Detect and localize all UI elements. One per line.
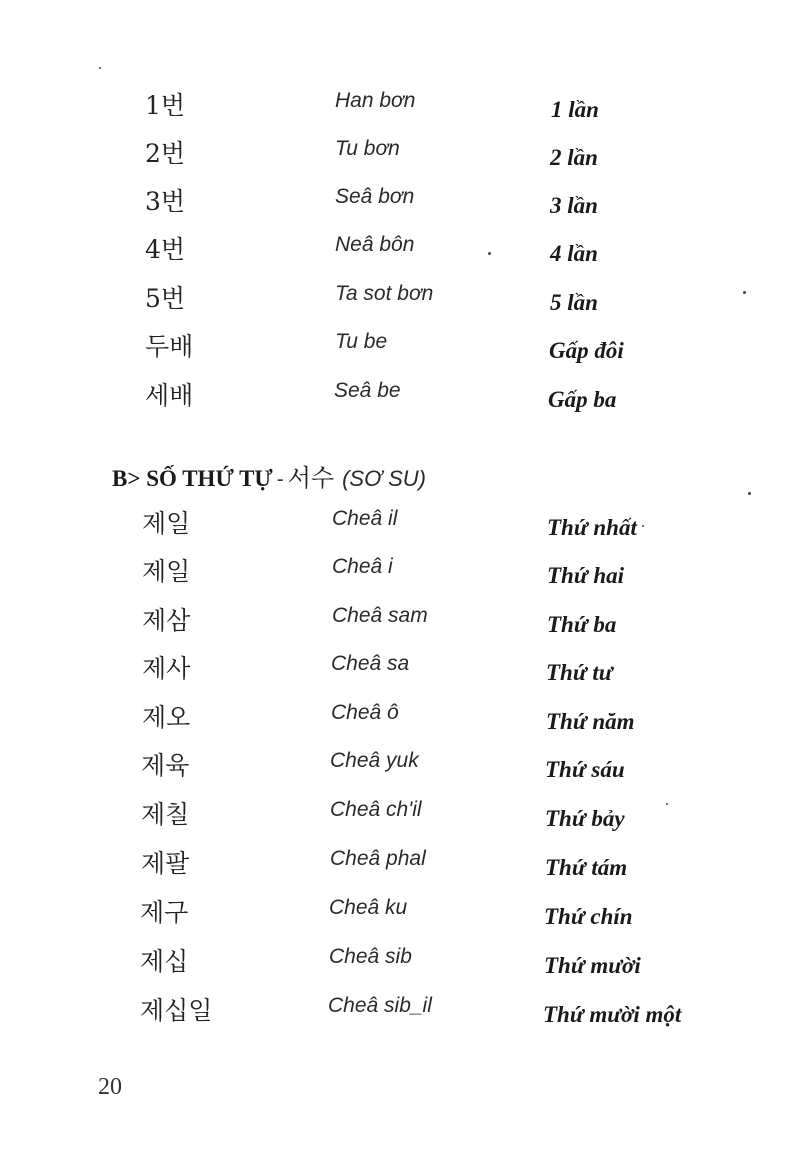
vietnamese-meaning: Thứ bảy: [545, 806, 625, 831]
vietnamese-meaning: 5 lần: [550, 290, 598, 315]
list-item: [0, 504, 800, 552]
heading-romanization: (SƠ SU): [342, 466, 426, 491]
romanization: Ta sot bơn: [335, 282, 434, 305]
vietnamese-meaning: Gấp ba: [548, 387, 617, 412]
list-item: [0, 649, 800, 697]
vietnamese-meaning: 2 lần: [550, 145, 598, 170]
page-number: 20: [98, 1074, 122, 1100]
vietnamese-meaning: Thứ hai: [547, 563, 625, 588]
scan-speck: [488, 252, 491, 255]
scan-speck: [743, 291, 746, 294]
list-item: [0, 844, 800, 892]
vietnamese-meaning: Gấp đôi: [549, 338, 624, 363]
list-item: [0, 795, 800, 843]
romanization: Cheâ sam: [332, 604, 428, 627]
korean-word: 제구: [140, 898, 189, 927]
romanization: Cheâ ô: [331, 701, 399, 724]
list-item: [0, 893, 800, 941]
romanization: Cheâ ku: [329, 896, 408, 919]
list-item: [0, 991, 800, 1039]
vietnamese-meaning: Thứ tư: [546, 660, 613, 685]
heading-label: B> SỐ THỨ TỰ: [112, 466, 273, 491]
vietnamese-meaning: Thứ năm: [546, 709, 635, 734]
romanization: Seâ bơn: [335, 185, 415, 208]
korean-word: 1번: [145, 91, 186, 120]
list-item: [0, 942, 800, 990]
korean-word: 제십: [140, 947, 189, 976]
list-item: [0, 552, 800, 600]
vietnamese-meaning: 3 lần: [550, 193, 598, 218]
romanization: Cheâ phal: [330, 847, 426, 870]
list-item: [0, 86, 800, 134]
romanization: Seâ be: [334, 379, 401, 402]
korean-word: 3번: [145, 187, 186, 216]
list-item: [0, 698, 800, 746]
romanization: Cheâ sa: [331, 652, 410, 675]
romanization: Cheâ i: [332, 555, 393, 578]
korean-word: 제사: [142, 654, 191, 683]
list-item: [0, 601, 800, 649]
vietnamese-meaning: Thứ ba: [547, 612, 617, 637]
korean-word: 제일: [142, 509, 191, 538]
romanization: Cheâ sib_il: [328, 994, 432, 1017]
list-item: [0, 279, 800, 327]
list-item: [0, 134, 800, 182]
heading-dash: -: [276, 468, 284, 491]
vietnamese-meaning: 4 lần: [550, 241, 598, 266]
romanization: Han bơn: [335, 89, 416, 112]
korean-word: 세배: [145, 381, 194, 410]
vietnamese-meaning: Thứ chín: [544, 904, 633, 929]
romanization: Neâ bôn: [335, 233, 415, 256]
vietnamese-meaning: Thứ tám: [545, 855, 628, 880]
romanization: Cheâ sib: [329, 945, 412, 968]
korean-word: 4번: [145, 235, 186, 264]
section-heading: [112, 458, 426, 493]
korean-word: 5번: [145, 284, 186, 313]
romanization: Cheâ il: [332, 507, 398, 530]
korean-word: 제칠: [141, 800, 190, 829]
scan-speck: [666, 803, 668, 805]
vietnamese-meaning: 1 lần: [551, 97, 599, 122]
korean-word: 두배: [145, 332, 194, 361]
korean-word: 제육: [141, 751, 190, 780]
romanization: Tu bơn: [335, 137, 400, 160]
list-item: [0, 376, 800, 424]
korean-word: 제십일: [140, 996, 213, 1025]
korean-word: 2번: [145, 139, 186, 168]
korean-word: 제일: [142, 557, 191, 586]
korean-word: 제팔: [141, 849, 190, 878]
scan-speck: [748, 492, 751, 495]
scan-speck: [99, 67, 101, 69]
romanization: Tu be: [335, 330, 388, 353]
list-item: [0, 327, 800, 375]
vietnamese-meaning: Thứ mười một: [543, 1002, 682, 1027]
romanization: Cheâ yuk: [330, 749, 419, 772]
vietnamese-meaning: Thứ mười: [544, 953, 641, 978]
vietnamese-meaning: Thứ nhất: [547, 515, 637, 540]
korean-word: 제삼: [142, 606, 191, 635]
romanization: Cheâ ch'il: [330, 798, 422, 821]
scan-speck: [642, 525, 644, 527]
list-item: [0, 230, 800, 278]
list-item: [0, 746, 800, 794]
heading-korean: 서수: [287, 464, 335, 492]
list-item: [0, 182, 800, 230]
korean-word: 제오: [142, 703, 191, 732]
vietnamese-meaning: Thứ sáu: [545, 757, 625, 782]
